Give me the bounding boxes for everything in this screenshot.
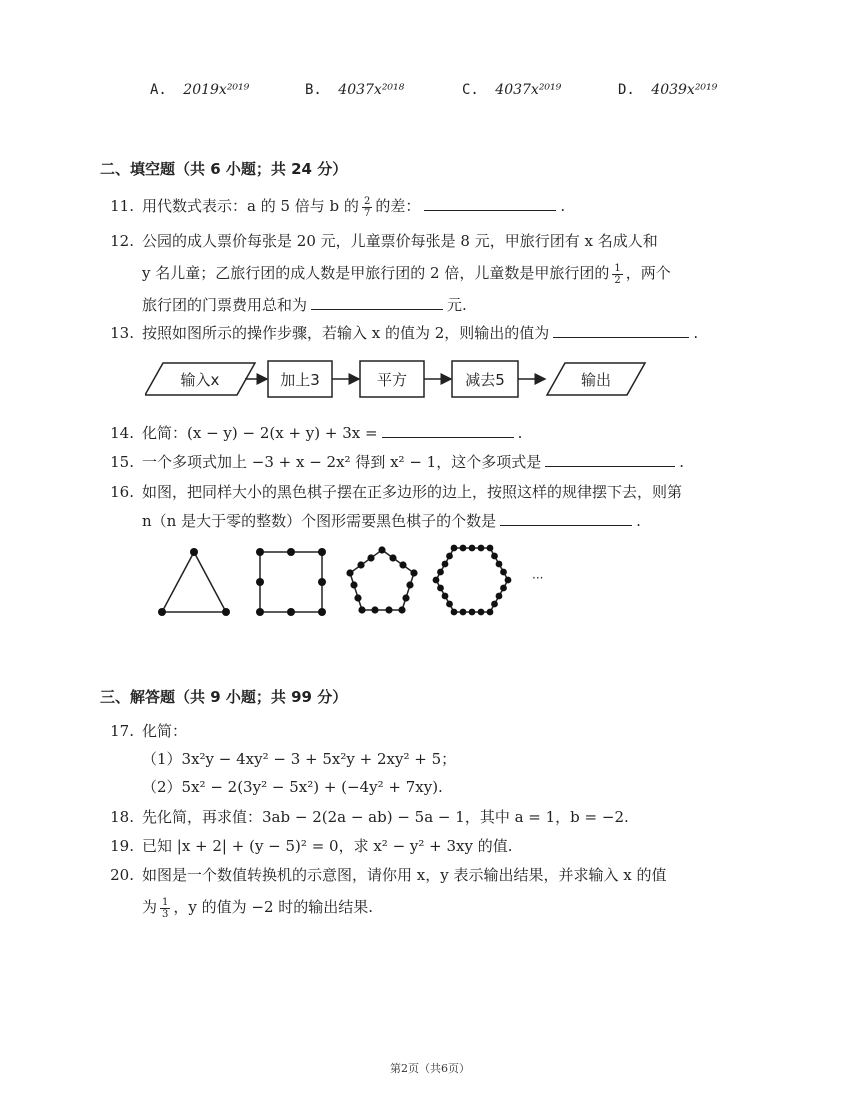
section-2-title: 二、填空题（共 6 小题；共 24 分）	[100, 160, 348, 178]
question-number: 20.	[110, 866, 134, 884]
q13-text: 按照如图所示的操作步骤，若输入 x 的值为 2，则输出的值为	[142, 324, 550, 342]
q16-line1: 如图，把同样大小的黑色棋子摆在正多边形的边上，按照这样的规律摆下去，则第	[142, 483, 683, 501]
question-11	[100, 195, 565, 219]
operation-flowchart	[145, 355, 665, 405]
answer-blank[interactable]	[424, 196, 556, 211]
triangle-figure	[158, 548, 230, 616]
option-d-label: D.	[618, 82, 635, 98]
flow-step3-label: 减去5	[465, 371, 505, 389]
answer-blank[interactable]	[545, 452, 675, 467]
q12-line3b: 元.	[447, 296, 467, 314]
question-19	[100, 835, 513, 856]
q12-line2b: ，两个	[625, 264, 671, 282]
q16-line2	[142, 510, 641, 531]
q12-line1: 公园的成人票价每张是 20 元，儿童票价每张是 8 元，甲旅行团有 x 名成人和	[142, 232, 658, 250]
page-footer: 第2页（共6页）	[390, 1062, 470, 1075]
answer-blank[interactable]	[553, 323, 689, 338]
q13-tail: .	[693, 324, 699, 342]
question-number: 13.	[110, 324, 134, 342]
flow-step2-box	[360, 361, 424, 397]
section-3-title: 三、解答题（共 9 小题；共 99 分）	[100, 688, 348, 706]
option-c	[462, 82, 561, 98]
option-b-value: 4037x²⁰¹⁸	[338, 82, 405, 98]
option-c-value: 4037x²⁰¹⁹	[495, 82, 562, 98]
square-figure	[256, 548, 326, 616]
flow-input-box	[145, 363, 255, 395]
q12-line2a: y 名儿童；乙旅行团的成人数是甲旅行团的 2 倍，儿童数是甲旅行团的	[142, 264, 610, 282]
q11-tail: .	[560, 197, 566, 215]
q15-tail: .	[679, 453, 685, 471]
flow-step1-box	[268, 361, 332, 397]
q20-line2a: 为	[142, 898, 158, 916]
figures-ellipsis: ···	[532, 571, 544, 585]
option-b	[305, 82, 404, 98]
question-number: 14.	[110, 424, 134, 442]
question-number: 11.	[110, 197, 134, 215]
question-15	[100, 451, 684, 472]
question-number: 17.	[110, 722, 134, 740]
chess-polygon-figures	[150, 540, 570, 620]
q20-line2b: ，y 的值为 −2 时的输出结果.	[173, 898, 374, 916]
question-14	[100, 422, 522, 443]
q20-fraction: $\frac{1}{3}$	[162, 896, 169, 920]
flow-step1-label: 加上3	[280, 371, 320, 389]
question-16	[100, 481, 682, 502]
question-20	[100, 864, 666, 885]
q12-line3a: 旅行团的门票费用总和为	[142, 296, 308, 314]
question-number: 18.	[110, 808, 134, 826]
q19-text: 已知 |x + 2| + (y − 5)² = 0，求 x² − y² + 3xy 的值.	[142, 837, 513, 855]
q14-text: 化简：(x − y) − 2(x + y) + 3x =	[142, 424, 378, 442]
q16-tail: .	[636, 512, 641, 530]
q16-line2-text: n（n 是大于零的整数）个图形需要黑色棋子的个数是	[142, 512, 497, 530]
q12-fraction: $\frac{1}{2}$	[614, 262, 621, 286]
question-number: 16.	[110, 483, 134, 501]
question-number: 19.	[110, 837, 134, 855]
q17-text: 化简：	[142, 722, 188, 740]
hexagon-figure	[433, 545, 512, 616]
q17-part1: （1）3x²y − 4xy² − 3 + 5x²y + 2xy² + 5；	[142, 750, 457, 768]
question-18	[100, 806, 629, 827]
q12-line3	[142, 294, 467, 315]
flow-step2-label: 平方	[376, 371, 408, 389]
q14-tail: .	[517, 424, 523, 442]
q15-text: 一个多项式加上 −3 + x − 2x² 得到 x² − 1，这个多项式是	[142, 453, 542, 471]
answer-blank[interactable]	[382, 423, 514, 438]
q18-text: 先化简，再求值：3ab − 2(2a − ab) − 5a − 1，其中 a = 1，b = −2.	[142, 808, 629, 826]
question-number: 12.	[110, 232, 134, 250]
q20-line2	[142, 896, 373, 920]
question-17	[100, 720, 187, 741]
q11-text-a: 用代数式表示：a 的 5 倍与 b 的	[142, 197, 359, 215]
option-c-label: C.	[462, 82, 479, 98]
option-d-value: 4039x²⁰¹⁹	[651, 82, 718, 98]
q17-part2: （2）5x² − 2(3y² − 5x²) + (−4y² + 7xy).	[142, 778, 443, 796]
q20-line1: 如图是一个数值转换机的示意图，请你用 x，y 表示输出结果，并求输入 x 的值	[142, 866, 667, 884]
option-a-label: A.	[150, 82, 167, 98]
question-number: 15.	[110, 453, 134, 471]
answer-blank[interactable]	[311, 295, 443, 310]
q11-text-b: 的差：	[375, 197, 421, 215]
option-d	[618, 82, 717, 98]
option-b-label: B.	[305, 82, 322, 98]
answer-blank[interactable]	[500, 511, 632, 526]
flow-output-label: 输出	[580, 371, 612, 389]
flow-output-box	[547, 363, 645, 395]
question-13	[100, 322, 698, 343]
flow-step3-box	[452, 361, 518, 397]
option-a-value: 2019x²⁰¹⁹	[183, 82, 250, 98]
q11-fraction: $\frac{2}{7}$	[363, 195, 371, 219]
question-12	[100, 230, 658, 251]
option-a	[150, 82, 249, 98]
flow-input-label: 输入x	[180, 371, 220, 389]
q12-line2	[142, 262, 671, 286]
pentagon-figure	[346, 546, 417, 613]
